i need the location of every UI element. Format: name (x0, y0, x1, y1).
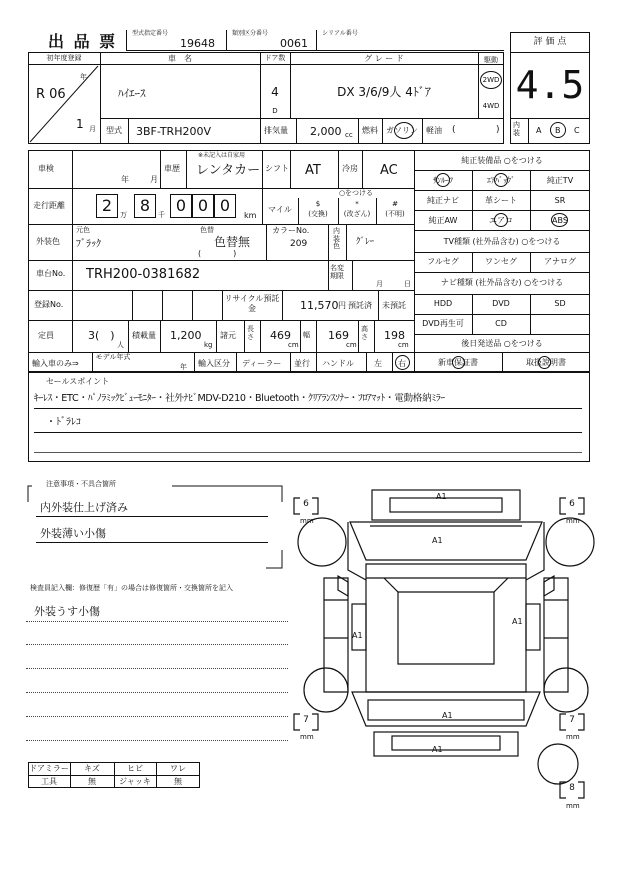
mileage-sym-hash-text: (不明) (385, 210, 405, 218)
tread-spare-unit: mm (566, 802, 580, 810)
equip-navi: 純正ナビ (427, 196, 459, 205)
shift-label: シフト (265, 164, 289, 173)
chassis-number: TRH200-0381682 (86, 267, 201, 282)
displacement: 2,000 (310, 125, 342, 138)
ac-value: AC (380, 163, 398, 178)
color-change-label: 色替 (200, 226, 214, 234)
missing-jack-value: 無 (174, 777, 182, 786)
equip-leather: 革シート (485, 196, 517, 205)
expiry-month-unit: 月 (376, 280, 383, 288)
navi-cd: CD (495, 319, 507, 328)
first-reg-year: R 06 (36, 87, 66, 102)
inspection-label: 車検 (38, 164, 54, 173)
mileage-label: 走行距離 (33, 201, 65, 210)
fuel-label: 燃料 (362, 126, 378, 135)
mileage-digit-2: 8 (139, 196, 151, 215)
note-line-1: 内外装仕上げ済み (40, 501, 128, 514)
missing-tools: 工具 (41, 777, 57, 786)
navi-sd: SD (554, 299, 566, 308)
navi-dvd: DVD (492, 299, 510, 308)
interior-color-label: 内装色 (333, 227, 340, 251)
dims-label: 諸元 (220, 331, 236, 340)
equip-sunroof: ｻﾝﾙｰﾌ (433, 176, 453, 185)
interior-grade-b: B (555, 126, 561, 135)
equip-sunroof-circle (436, 173, 450, 187)
width-value: 169 (328, 329, 349, 342)
missing-jack: ジャッキ (119, 777, 151, 786)
model-year-label: モデル年式 (95, 353, 131, 361)
inspection-year-unit: 年 (121, 175, 129, 184)
capacity: 3( ) (88, 329, 115, 342)
import-dealer: ディーラー (242, 359, 282, 368)
car-name: ﾊｲｴｰｽ (118, 87, 146, 100)
mileage-sym-star-text: (改ざん) (343, 210, 371, 218)
load-label: 積載量 (132, 331, 156, 340)
kg-unit: kg (204, 341, 213, 349)
orig-color-label: 元色 (76, 226, 90, 234)
mileage-man-unit: 万 (120, 211, 127, 219)
evaluation-score: 4.5 (515, 63, 585, 107)
interior-selected-circle (550, 122, 566, 138)
doors-label: ドア数 (264, 54, 286, 62)
car-name-label: 車 名 (168, 54, 192, 63)
drive-selected-circle (480, 71, 502, 89)
mark-rear-door: A1 (442, 711, 453, 720)
fuel-light-oil: 軽油 (426, 126, 442, 135)
expiry-day-unit: 日 (404, 280, 411, 288)
capacity-label: 定員 (38, 331, 54, 340)
length-cm: cm (288, 341, 299, 349)
tv-analog: アナログ (544, 257, 576, 266)
drive-2wd: 2WD (482, 76, 500, 84)
drive-4wd: 4WD (482, 102, 500, 110)
model-year-unit: 年 (180, 363, 187, 371)
import-parallel: 並行 (294, 359, 310, 368)
color-change-paren: ( ) (198, 249, 237, 258)
tread-rear-right: 7 (569, 715, 575, 725)
mileage-digit-1: 2 (101, 196, 113, 215)
tv-oneseg: ワンセグ (485, 257, 517, 266)
color-change: 色替無 (214, 235, 251, 249)
recycle-deposited: 預託済 (348, 301, 372, 310)
mark-left-side: A1 (352, 631, 363, 640)
mileage-digit-4: 0 (197, 196, 209, 215)
sales-line-2: ・ﾄﾞﾗﾚｺ (46, 417, 81, 428)
mileage-attach-note: ○をつける (338, 189, 374, 197)
mark-right-side: A1 (512, 617, 523, 626)
navi-dvd-play: DVD再生可 (422, 319, 464, 328)
mileage-sym-dollar: $ (315, 200, 321, 208)
missing-header-break: ワレ (170, 764, 186, 773)
form-title: 出 品 票 (48, 32, 118, 51)
tv-fullseg: フルセグ (427, 257, 459, 266)
door-type: D (272, 107, 278, 115)
sales-point-box (28, 372, 590, 462)
load-value: 1,200 (170, 329, 202, 342)
mileage-digit-3: 0 (175, 196, 187, 215)
grade: DX 3/6/9人 4ﾄﾞｱ (337, 85, 431, 99)
shift-value: AT (305, 163, 321, 178)
navi-hdd: HDD (433, 299, 453, 308)
serial-label: シリアル番号 (322, 30, 358, 37)
color-label: 外装色 (36, 237, 60, 246)
later-manual-circle (538, 356, 551, 369)
exterior-color: ﾌﾞﾗｯｸ (76, 239, 101, 250)
width-cm: cm (346, 341, 357, 349)
equip-airbag: ｴｱﾊﾞｯｸﾞ (487, 176, 515, 185)
fuel-selected-circle (394, 122, 414, 139)
inspector-label: 検査員記入欄：修復歴「有」の場合は修復箇所・交換箇所を記入 (30, 584, 233, 592)
handle-right: 右 (398, 359, 406, 368)
length-value: 469 (270, 329, 291, 342)
name-change-expiry-label: 名変期限 (330, 264, 344, 281)
history-label: 車歴 (164, 164, 180, 173)
navi-type-header: ナビ種類 (社外品含む) ○をつける (440, 278, 564, 287)
inspection-month-unit: 月 (150, 175, 158, 184)
interior-grade-c: C (574, 126, 580, 135)
type-no: 19648 (180, 37, 215, 50)
recycle-amount: 11,570 (300, 299, 339, 312)
displacement-label: 排気量 (264, 126, 288, 135)
car-damage-diagram (290, 478, 602, 818)
recycle-unpaid: 未預託 (382, 301, 406, 310)
color-code-label: カラーNo. (272, 226, 310, 235)
height-label: 高さ (361, 325, 368, 341)
equip-abs: ABS (552, 216, 568, 225)
handle-selected-circle (395, 355, 410, 370)
model-code: 3BF-TRH200V (136, 125, 211, 138)
equip-aero-circle (494, 213, 508, 227)
first-reg-label: 初年度登録 (46, 54, 82, 62)
history-value: レンタカー (196, 163, 261, 178)
tread-rear-left-unit: mm (300, 733, 314, 741)
later-warranty-circle (452, 356, 465, 369)
chassis-label: 車台No. (36, 269, 66, 278)
equipment-header: 純正装備品 ○をつける (461, 156, 543, 165)
missing-header-scratch: キズ (84, 764, 100, 773)
recycle-label: リサイクル預託金 (224, 294, 280, 313)
equip-aw: 純正AW (428, 216, 458, 225)
missing-tools-value: 無 (88, 777, 96, 786)
persons-unit: 人 (117, 341, 124, 349)
grade-label: グ レ ー ド (364, 54, 404, 63)
equip-airbag-circle (494, 173, 508, 187)
tread-front-left: 6 (303, 499, 309, 509)
recycle-yen: 円 (338, 301, 346, 310)
later-header: 後日発送品 ○をつける (461, 339, 543, 348)
note-line-2: 外装薄い小傷 (40, 527, 106, 540)
drive-label: 駆動 (484, 56, 498, 64)
interior-color: ｸﾞﾚｰ (356, 237, 375, 247)
inspector-note: 外装うす小傷 (34, 605, 100, 618)
missing-header-mirror: ドアミラー (29, 764, 69, 773)
class-no: 0061 (280, 37, 308, 50)
handle-left: 左 (374, 359, 382, 368)
history-note: ※未記入は自家用 (198, 152, 246, 159)
sales-label: セールスポイント (46, 377, 110, 386)
tread-front-right-unit: mm (566, 517, 580, 525)
tread-front-right: 6 (569, 499, 575, 509)
later-manual: 取扱説明書 (526, 358, 566, 367)
mileage-sen-unit: 千 (158, 211, 165, 219)
registration-label: 登録No. (34, 300, 64, 309)
tread-spare: 8 (569, 783, 575, 793)
mark-hood: A1 (432, 536, 443, 545)
tread-rear-left: 7 (303, 715, 309, 725)
handle-label: ハンドル (322, 359, 354, 368)
mark-front-bumper: A1 (436, 492, 447, 501)
width-label: 幅 (303, 331, 310, 339)
doors: 4 (271, 85, 279, 99)
type-no-label: 型式指定番号 (132, 30, 169, 37)
later-warranty: 新車保証書 (438, 358, 478, 367)
month-unit: 月 (89, 125, 96, 133)
mark-rear-bumper: A1 (432, 745, 443, 754)
equip-aero: エアロ (489, 216, 513, 225)
height-value: 198 (384, 329, 405, 342)
mile-label: マイル (268, 205, 292, 214)
color-code: 209 (290, 239, 308, 249)
fuel-gasoline: ガソリン (386, 126, 418, 135)
mileage-sym-star: * (355, 200, 359, 208)
equip-abs-circle (551, 213, 568, 227)
tv-type-header: TV種類 (社外品含む) ○をつける (443, 237, 561, 246)
cc-unit: cc (345, 131, 353, 139)
notes-label: 注意事項・不具合箇所 (46, 480, 116, 488)
mileage-sym-dollar-text: (交換) (308, 210, 328, 218)
sales-line-1: ｷｰﾚｽ・ETC・ﾊﾟﾉﾗﾐｯｸﾋﾞｭｰﾓﾆﾀｰ・社外ﾅﾋﾞMDV-D210・Bluetooth・ｸﾘｱﾗﾝｽｿﾅｰ・ﾌﾛｱﾏｯﾄ・電動格納ﾐﾗｰ (34, 393, 445, 404)
equip-sr: SR (554, 196, 566, 205)
import-category-label: 輸入区分 (198, 359, 230, 368)
mileage-sym-hash: # (392, 200, 398, 208)
mileage-digit-5: 0 (219, 196, 231, 215)
interior-grade-a: A (536, 126, 542, 135)
import-only-label: 輸入車のみ⇒ (32, 359, 79, 368)
km-unit: km (244, 211, 257, 220)
eval-label: 評 価 点 (533, 37, 567, 47)
ac-label: 冷房 (342, 164, 358, 173)
tread-rear-right-unit: mm (566, 733, 580, 741)
missing-header-crack: ヒビ (127, 764, 143, 773)
tread-front-left-unit: mm (300, 517, 314, 525)
equip-tv: 純正TV (546, 176, 574, 185)
model-label: 型式 (106, 126, 122, 135)
interior-label: 内装 (513, 121, 520, 137)
year-unit: 年 (80, 73, 87, 81)
class-label: 類別区分番号 (232, 30, 269, 37)
length-label: 長さ (247, 325, 254, 341)
first-reg-month: 1 (76, 117, 84, 131)
height-cm: cm (398, 341, 409, 349)
